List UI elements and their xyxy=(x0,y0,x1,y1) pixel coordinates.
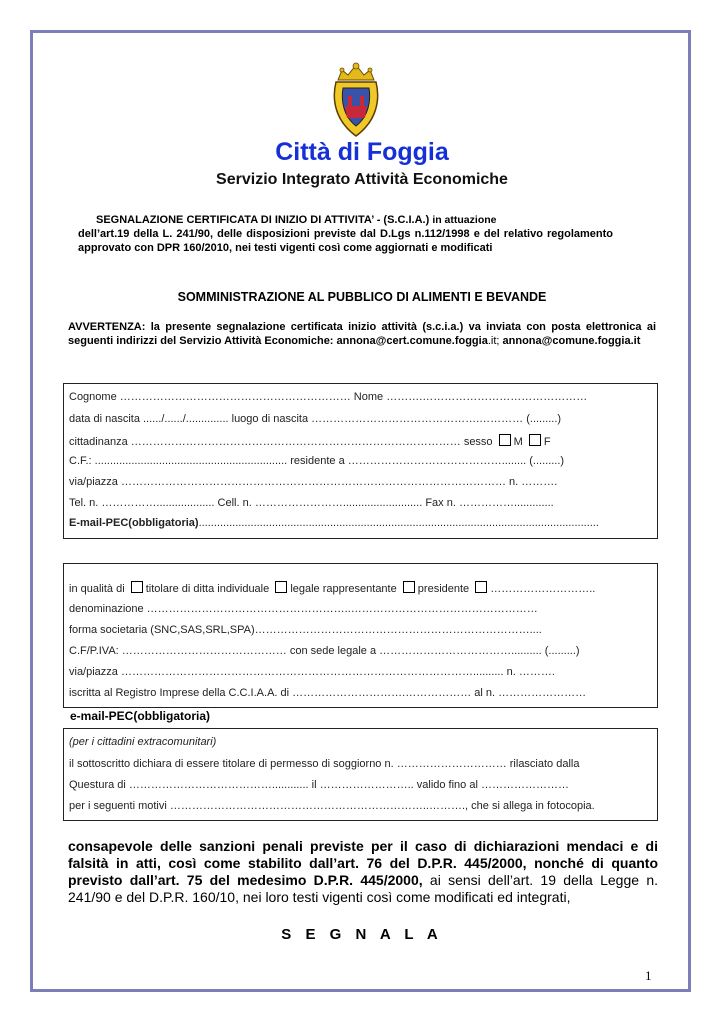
service-title: Servizio Integrato Attività Economiche xyxy=(216,171,508,188)
company-form-field[interactable]: forma societaria (SNC,SAS,SRL,SPA)………………………………………………………………….... xyxy=(69,624,542,636)
segnala-heading: S E G N A L A xyxy=(281,926,443,943)
chamber-registry-field[interactable]: iscritta al Registro Imprese della C.C.I.A.A. di ………………………….……………… al n. …………………… xyxy=(69,687,587,699)
sex-m-label: M xyxy=(513,436,523,448)
role-other-checkbox[interactable] xyxy=(475,581,487,593)
birth-field[interactable]: data di nascita ....../....../.............. luogo di nascita ……………………………………….………… (.........) xyxy=(69,413,562,425)
city-crest-logo xyxy=(330,58,382,138)
company-email-pec-label: e-mail-PEC(obbligatoria) xyxy=(70,709,211,723)
warning-text: AVVERTENZA: la presente segnalazione certificata inizio attività (s.c.i.a.) va inviata con posta elettronica ai seguenti indirizzi del Servizio Attività Economiche: annona@cert.comune.foggia xyxy=(68,321,656,347)
scia-heading xyxy=(78,213,613,255)
email-pec-field[interactable] xyxy=(69,517,652,529)
role-president-checkbox[interactable] xyxy=(403,581,415,593)
warning-email-2: annona@comune.foggia.it xyxy=(502,335,641,347)
scia-body: dell’art.19 della L. 241/90, delle disposizioni previste dal D.Lgs n.112/1998 e del relativo regolamento approvato con DPR 160/2010, nei testi vigenti così come aggiornati e modificati xyxy=(78,228,613,254)
surname-name-field[interactable]: Cognome ……………………………………………………… Nome ……….……………………………………… xyxy=(69,391,588,403)
role-president-label: presidente xyxy=(417,583,470,595)
scia-in-attuazione: in attuazione xyxy=(432,214,497,226)
address-field[interactable]: via/piazza …………………………………………………………………………………………… n. ………. xyxy=(69,476,558,488)
role-owner-label: titolare di ditta individuale xyxy=(145,583,270,595)
role-field[interactable] xyxy=(69,581,652,595)
city-title: Città di Foggia xyxy=(275,138,449,166)
scia-title: SEGNALAZIONE CERTIFICATA DI INIZIO DI ATTIVITA’ - (S.C.I.A.) xyxy=(96,214,430,226)
foreign-note xyxy=(69,736,652,748)
role-legal-rep-checkbox[interactable] xyxy=(275,581,287,593)
phone-fax-field[interactable]: Tel. n. ……………................... Cell. n. …………………….......................... Fax n. ……………............. xyxy=(69,497,554,509)
company-address-field[interactable]: via/piazza …………………………………………………………………………………….......... n. ………. xyxy=(69,666,555,678)
citizenship-label: cittadinanza ……………………………………………………………………………… sesso xyxy=(69,436,493,448)
sex-f-checkbox[interactable] xyxy=(529,434,541,446)
company-data-box xyxy=(63,563,658,708)
page-number: 1 xyxy=(645,968,652,983)
questura-field[interactable]: Questura di …………………………………............ il …………………….. valido fino al …………………… xyxy=(69,779,569,791)
vat-seat-field[interactable]: C.F/P.IVA: ……………………………………… con sede legale a ……………………………….......... (.........) xyxy=(69,645,580,657)
role-owner-checkbox[interactable] xyxy=(131,581,143,593)
declaration-bold: consapevole delle sanzioni penali previste per il caso di dichiarazioni mendaci e di falsità in atti, così come stabilito dall’art. 76 del D.P.R. 445/2000, nonché di quanto previsto dall’art. 75 del medesimo D.P.R. 445/2000, xyxy=(68,838,658,888)
warning-paragraph xyxy=(68,320,656,348)
role-label: in qualità di xyxy=(69,583,125,595)
sex-f-label: F xyxy=(543,436,551,448)
subject-heading: SOMMINISTRAZIONE AL PUBBLICO DI ALIMENTI E BEVANDE xyxy=(177,290,547,304)
company-name-field[interactable]: denominazione ………………………………………………..…………………………………………… xyxy=(69,603,538,615)
email-pec-label-personal: E-mail-PEC(obbligatoria) xyxy=(69,517,199,529)
personal-data-box xyxy=(63,383,658,539)
permit-field[interactable]: il sottoscritto dichiara di essere titolare di permesso di soggiorno n. ………………………… rilasciato dalla xyxy=(69,758,580,770)
role-other-label: ……………………….. xyxy=(490,583,596,595)
email-pec-fill: ................................................................................................................................... xyxy=(198,517,599,529)
foreign-note-text: (per i cittadini extracomunitari) xyxy=(69,736,217,748)
role-legal-rep-label: legale rappresentante xyxy=(290,583,397,595)
fiscal-code-residence-field[interactable]: C.F.: ............................................................... residente a ……………………………………........ (.........) xyxy=(69,455,565,467)
foreign-citizens-box xyxy=(63,728,658,821)
citizenship-sex-field[interactable] xyxy=(69,434,652,448)
reasons-field[interactable]: per i seguenti motivi ……………………………………………………………..………., che si allega in fotocopia. xyxy=(69,800,595,812)
warning-tail: .it; xyxy=(487,335,500,347)
declaration-normal: ai sensi dell’art. 19 della Legge n. 241/90 e del D.P.R. 160/10, nei loro testi vigenti così come modificati ed integrati, xyxy=(68,872,658,905)
declaration-paragraph xyxy=(68,838,658,906)
sex-m-checkbox[interactable] xyxy=(499,434,511,446)
